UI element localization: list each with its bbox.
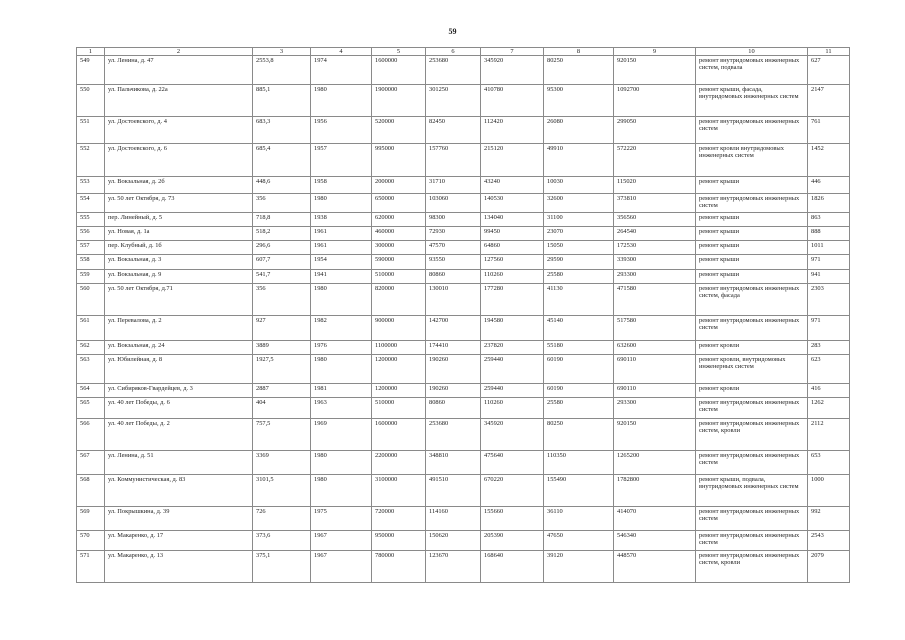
total-cost-cell: 520000 bbox=[372, 117, 426, 144]
repair-type-cell: ремонт кровли bbox=[696, 384, 808, 398]
cost-part-3-cell: 60190 bbox=[544, 384, 614, 398]
total-cost-cell: 510000 bbox=[372, 398, 426, 419]
cost-part-4-cell: 356560 bbox=[614, 213, 696, 227]
cost-part-2-cell: 110260 bbox=[481, 398, 544, 419]
unit-cost-cell: 888 bbox=[808, 227, 850, 241]
cost-part-4-cell: 172530 bbox=[614, 241, 696, 255]
cost-part-3-cell: 55180 bbox=[544, 341, 614, 355]
cost-part-3-cell: 80250 bbox=[544, 56, 614, 85]
cost-part-2-cell: 134040 bbox=[481, 213, 544, 227]
cost-part-3-cell: 60190 bbox=[544, 355, 614, 384]
cost-part-2-cell: 215120 bbox=[481, 144, 544, 177]
row-number-cell: 557 bbox=[77, 241, 105, 255]
table-row bbox=[77, 144, 850, 177]
total-cost-cell: 590000 bbox=[372, 255, 426, 270]
area-cell: 726 bbox=[253, 507, 311, 531]
year-built-cell: 1954 bbox=[311, 255, 372, 270]
repair-type-cell: ремонт внутридомовых инженерных систем, подвала bbox=[696, 56, 808, 85]
total-cost-cell: 510000 bbox=[372, 270, 426, 284]
cost-part-2-cell: 64860 bbox=[481, 241, 544, 255]
year-built-cell: 1980 bbox=[311, 194, 372, 213]
repair-type-cell: ремонт крыши bbox=[696, 177, 808, 194]
area-cell: 296,6 bbox=[253, 241, 311, 255]
year-built-cell: 1980 bbox=[311, 475, 372, 507]
cost-part-3-cell: 25580 bbox=[544, 270, 614, 284]
address-cell: ул. Достоевского, д. 4 bbox=[105, 117, 253, 144]
table-row bbox=[77, 177, 850, 194]
table-row bbox=[77, 355, 850, 384]
repair-type-cell: ремонт крыши bbox=[696, 213, 808, 227]
unit-cost-cell: 863 bbox=[808, 213, 850, 227]
cost-part-2-cell: 127560 bbox=[481, 255, 544, 270]
address-cell: ул. 40 лет Победы, д. 2 bbox=[105, 419, 253, 451]
address-cell: ул. Макаренко, д. 13 bbox=[105, 551, 253, 583]
cost-part-2-cell: 670220 bbox=[481, 475, 544, 507]
unit-cost-cell: 2303 bbox=[808, 284, 850, 316]
repair-type-cell: ремонт внутридомовых инженерных систем bbox=[696, 451, 808, 475]
year-built-cell: 1980 bbox=[311, 451, 372, 475]
cost-part-3-cell: 15050 bbox=[544, 241, 614, 255]
table-row bbox=[77, 475, 850, 507]
cost-part-4-cell: 293300 bbox=[614, 398, 696, 419]
unit-cost-cell: 1452 bbox=[808, 144, 850, 177]
year-built-cell: 1961 bbox=[311, 227, 372, 241]
cost-part-3-cell: 41130 bbox=[544, 284, 614, 316]
housing-repair-table bbox=[76, 47, 850, 583]
column-number-cell: 9 bbox=[614, 48, 696, 56]
unit-cost-cell: 971 bbox=[808, 316, 850, 341]
row-number-cell: 551 bbox=[77, 117, 105, 144]
repair-type-cell: ремонт внутридомовых инженерных систем, фасада bbox=[696, 284, 808, 316]
cost-part-4-cell: 690110 bbox=[614, 384, 696, 398]
area-cell: 356 bbox=[253, 194, 311, 213]
cost-part-2-cell: 345920 bbox=[481, 56, 544, 85]
cost-part-4-cell: 339300 bbox=[614, 255, 696, 270]
cost-part-4-cell: 299050 bbox=[614, 117, 696, 144]
total-cost-cell: 3100000 bbox=[372, 475, 426, 507]
address-cell: ул. Вокзальная, д. 9 bbox=[105, 270, 253, 284]
address-cell: ул. 50 лет Октября, д.71 bbox=[105, 284, 253, 316]
table-row bbox=[77, 341, 850, 355]
total-cost-cell: 1200000 bbox=[372, 355, 426, 384]
cost-part-4-cell: 632600 bbox=[614, 341, 696, 355]
year-built-cell: 1938 bbox=[311, 213, 372, 227]
area-cell: 2887 bbox=[253, 384, 311, 398]
repair-type-cell: ремонт кровли, внутридомовых инженерных систем bbox=[696, 355, 808, 384]
area-cell: 541,7 bbox=[253, 270, 311, 284]
year-built-cell: 1941 bbox=[311, 270, 372, 284]
area-cell: 683,3 bbox=[253, 117, 311, 144]
repair-type-cell: ремонт кровли bbox=[696, 341, 808, 355]
cost-part-2-cell: 112420 bbox=[481, 117, 544, 144]
table-row bbox=[77, 227, 850, 241]
cost-part-1-cell: 150620 bbox=[426, 531, 481, 551]
table-row bbox=[77, 531, 850, 551]
cost-part-4-cell: 373810 bbox=[614, 194, 696, 213]
address-cell: ул. Сибиряков-Гвардейцев, д. 3 bbox=[105, 384, 253, 398]
row-number-cell: 560 bbox=[77, 284, 105, 316]
cost-part-2-cell: 205390 bbox=[481, 531, 544, 551]
cost-part-2-cell: 259440 bbox=[481, 384, 544, 398]
cost-part-3-cell: 32600 bbox=[544, 194, 614, 213]
address-cell: ул. Новая, д. 1а bbox=[105, 227, 253, 241]
repair-type-cell: ремонт внутридомовых инженерных систем bbox=[696, 194, 808, 213]
column-number-cell: 3 bbox=[253, 48, 311, 56]
cost-part-4-cell: 517580 bbox=[614, 316, 696, 341]
area-cell: 373,6 bbox=[253, 531, 311, 551]
area-cell: 3889 bbox=[253, 341, 311, 355]
column-number-cell: 11 bbox=[808, 48, 850, 56]
column-number-cell: 1 bbox=[77, 48, 105, 56]
cost-part-2-cell: 345920 bbox=[481, 419, 544, 451]
row-number-cell: 570 bbox=[77, 531, 105, 551]
total-cost-cell: 1200000 bbox=[372, 384, 426, 398]
address-cell: ул. 40 лет Победы, д. 6 bbox=[105, 398, 253, 419]
cost-part-1-cell: 301250 bbox=[426, 85, 481, 117]
row-number-cell: 566 bbox=[77, 419, 105, 451]
year-built-cell: 1967 bbox=[311, 551, 372, 583]
cost-part-4-cell: 1782800 bbox=[614, 475, 696, 507]
cost-part-3-cell: 155490 bbox=[544, 475, 614, 507]
area-cell: 607,7 bbox=[253, 255, 311, 270]
cost-part-3-cell: 26080 bbox=[544, 117, 614, 144]
cost-part-4-cell: 1265200 bbox=[614, 451, 696, 475]
table-row bbox=[77, 451, 850, 475]
total-cost-cell: 1600000 bbox=[372, 56, 426, 85]
table-row bbox=[77, 419, 850, 451]
cost-part-4-cell: 115020 bbox=[614, 177, 696, 194]
cost-part-3-cell: 31100 bbox=[544, 213, 614, 227]
cost-part-1-cell: 157760 bbox=[426, 144, 481, 177]
address-cell: ул. Пальчикова, д. 22а bbox=[105, 85, 253, 117]
address-cell: ул. Покрышкина, д. 39 bbox=[105, 507, 253, 531]
cost-part-1-cell: 130010 bbox=[426, 284, 481, 316]
table-row bbox=[77, 117, 850, 144]
repair-type-cell: ремонт крыши bbox=[696, 270, 808, 284]
address-cell: ул. Вокзальная, д. 2б bbox=[105, 177, 253, 194]
cost-part-3-cell: 25580 bbox=[544, 398, 614, 419]
table-row bbox=[77, 316, 850, 341]
repair-type-cell: ремонт внутридомовых инженерных систем bbox=[696, 117, 808, 144]
cost-part-3-cell: 23070 bbox=[544, 227, 614, 241]
unit-cost-cell: 2112 bbox=[808, 419, 850, 451]
cost-part-1-cell: 348810 bbox=[426, 451, 481, 475]
total-cost-cell: 820000 bbox=[372, 284, 426, 316]
cost-part-3-cell: 39120 bbox=[544, 551, 614, 583]
address-cell: ул. Перевалова, д. 2 bbox=[105, 316, 253, 341]
row-number-cell: 550 bbox=[77, 85, 105, 117]
table-row bbox=[77, 194, 850, 213]
repair-type-cell: ремонт кровли внутридомовых инженерных систем bbox=[696, 144, 808, 177]
row-number-cell: 567 bbox=[77, 451, 105, 475]
row-number-cell: 571 bbox=[77, 551, 105, 583]
cost-part-1-cell: 31710 bbox=[426, 177, 481, 194]
unit-cost-cell: 416 bbox=[808, 384, 850, 398]
total-cost-cell: 200000 bbox=[372, 177, 426, 194]
cost-part-2-cell: 259440 bbox=[481, 355, 544, 384]
unit-cost-cell: 627 bbox=[808, 56, 850, 85]
table-row bbox=[77, 56, 850, 85]
table-row bbox=[77, 241, 850, 255]
unit-cost-cell: 992 bbox=[808, 507, 850, 531]
address-cell: ул. 50 лет Октября, д. 73 bbox=[105, 194, 253, 213]
year-built-cell: 1958 bbox=[311, 177, 372, 194]
column-number-cell: 6 bbox=[426, 48, 481, 56]
unit-cost-cell: 1011 bbox=[808, 241, 850, 255]
cost-part-3-cell: 47650 bbox=[544, 531, 614, 551]
repair-type-cell: ремонт внутридомовых инженерных систем bbox=[696, 507, 808, 531]
area-cell: 685,4 bbox=[253, 144, 311, 177]
cost-part-1-cell: 174410 bbox=[426, 341, 481, 355]
cost-part-1-cell: 190260 bbox=[426, 384, 481, 398]
area-cell: 518,2 bbox=[253, 227, 311, 241]
cost-part-1-cell: 253680 bbox=[426, 419, 481, 451]
year-built-cell: 1969 bbox=[311, 419, 372, 451]
unit-cost-cell: 2147 bbox=[808, 85, 850, 117]
total-cost-cell: 1600000 bbox=[372, 419, 426, 451]
cost-part-4-cell: 471580 bbox=[614, 284, 696, 316]
row-number-cell: 561 bbox=[77, 316, 105, 341]
cost-part-2-cell: 140530 bbox=[481, 194, 544, 213]
cost-part-2-cell: 237820 bbox=[481, 341, 544, 355]
row-number-cell: 569 bbox=[77, 507, 105, 531]
total-cost-cell: 900000 bbox=[372, 316, 426, 341]
address-cell: пер. Линейный, д. 5 bbox=[105, 213, 253, 227]
area-cell: 927 bbox=[253, 316, 311, 341]
total-cost-cell: 780000 bbox=[372, 551, 426, 583]
total-cost-cell: 650000 bbox=[372, 194, 426, 213]
total-cost-cell: 950000 bbox=[372, 531, 426, 551]
total-cost-cell: 1100000 bbox=[372, 341, 426, 355]
cost-part-4-cell: 293300 bbox=[614, 270, 696, 284]
cost-part-2-cell: 43240 bbox=[481, 177, 544, 194]
total-cost-cell: 720000 bbox=[372, 507, 426, 531]
address-cell: ул. Вокзальная, д. 24 bbox=[105, 341, 253, 355]
total-cost-cell: 300000 bbox=[372, 241, 426, 255]
unit-cost-cell: 623 bbox=[808, 355, 850, 384]
unit-cost-cell: 971 bbox=[808, 255, 850, 270]
repair-type-cell: ремонт внутридомовых инженерных систем, кровли bbox=[696, 551, 808, 583]
cost-part-3-cell: 10030 bbox=[544, 177, 614, 194]
row-number-cell: 553 bbox=[77, 177, 105, 194]
year-built-cell: 1963 bbox=[311, 398, 372, 419]
unit-cost-cell: 653 bbox=[808, 451, 850, 475]
area-cell: 448,6 bbox=[253, 177, 311, 194]
cost-part-1-cell: 72930 bbox=[426, 227, 481, 241]
cost-part-1-cell: 103060 bbox=[426, 194, 481, 213]
cost-part-2-cell: 99450 bbox=[481, 227, 544, 241]
cost-part-1-cell: 80860 bbox=[426, 270, 481, 284]
unit-cost-cell: 1000 bbox=[808, 475, 850, 507]
year-built-cell: 1974 bbox=[311, 56, 372, 85]
cost-part-2-cell: 110260 bbox=[481, 270, 544, 284]
cost-part-4-cell: 264540 bbox=[614, 227, 696, 241]
cost-part-4-cell: 414070 bbox=[614, 507, 696, 531]
unit-cost-cell: 1826 bbox=[808, 194, 850, 213]
cost-part-1-cell: 491510 bbox=[426, 475, 481, 507]
unit-cost-cell: 761 bbox=[808, 117, 850, 144]
cost-part-4-cell: 920150 bbox=[614, 56, 696, 85]
area-cell: 3101,5 bbox=[253, 475, 311, 507]
cost-part-3-cell: 95300 bbox=[544, 85, 614, 117]
row-number-cell: 562 bbox=[77, 341, 105, 355]
row-number-cell: 565 bbox=[77, 398, 105, 419]
address-cell: ул. Ленина, д. 51 bbox=[105, 451, 253, 475]
table-row bbox=[77, 85, 850, 117]
cost-part-1-cell: 114160 bbox=[426, 507, 481, 531]
address-cell: ул. Макаренко, д. 17 bbox=[105, 531, 253, 551]
cost-part-3-cell: 29590 bbox=[544, 255, 614, 270]
cost-part-1-cell: 82450 bbox=[426, 117, 481, 144]
address-cell: ул. Коммунистическая, д. 83 bbox=[105, 475, 253, 507]
area-cell: 375,1 bbox=[253, 551, 311, 583]
table-row bbox=[77, 384, 850, 398]
table-row bbox=[77, 284, 850, 316]
row-number-cell: 558 bbox=[77, 255, 105, 270]
unit-cost-cell: 446 bbox=[808, 177, 850, 194]
total-cost-cell: 1900000 bbox=[372, 85, 426, 117]
year-built-cell: 1981 bbox=[311, 384, 372, 398]
unit-cost-cell: 2079 bbox=[808, 551, 850, 583]
cost-part-2-cell: 168640 bbox=[481, 551, 544, 583]
area-cell: 356 bbox=[253, 284, 311, 316]
year-built-cell: 1961 bbox=[311, 241, 372, 255]
repair-type-cell: ремонт крыши bbox=[696, 227, 808, 241]
row-number-cell: 556 bbox=[77, 227, 105, 241]
cost-part-4-cell: 572220 bbox=[614, 144, 696, 177]
address-cell: пер. Клубный, д. 1б bbox=[105, 241, 253, 255]
year-built-cell: 1956 bbox=[311, 117, 372, 144]
row-number-cell: 555 bbox=[77, 213, 105, 227]
total-cost-cell: 460000 bbox=[372, 227, 426, 241]
year-built-cell: 1982 bbox=[311, 316, 372, 341]
cost-part-2-cell: 155660 bbox=[481, 507, 544, 531]
address-cell: ул. Ленина, д. 47 bbox=[105, 56, 253, 85]
unit-cost-cell: 283 bbox=[808, 341, 850, 355]
total-cost-cell: 995000 bbox=[372, 144, 426, 177]
repair-type-cell: ремонт крыши, фасада, внутридомовых инженерных систем bbox=[696, 85, 808, 117]
table-row bbox=[77, 551, 850, 583]
cost-part-3-cell: 80250 bbox=[544, 419, 614, 451]
column-number-cell: 2 bbox=[105, 48, 253, 56]
repair-type-cell: ремонт внутридомовых инженерных систем bbox=[696, 316, 808, 341]
cost-part-4-cell: 690110 bbox=[614, 355, 696, 384]
table-row bbox=[77, 255, 850, 270]
table-row bbox=[77, 270, 850, 284]
column-number-cell: 4 bbox=[311, 48, 372, 56]
row-number-cell: 549 bbox=[77, 56, 105, 85]
unit-cost-cell: 941 bbox=[808, 270, 850, 284]
cost-part-4-cell: 448570 bbox=[614, 551, 696, 583]
repair-type-cell: ремонт крыши bbox=[696, 255, 808, 270]
repair-type-cell: ремонт крыши, подвала, внутридомовых инженерных систем bbox=[696, 475, 808, 507]
year-built-cell: 1957 bbox=[311, 144, 372, 177]
row-number-cell: 552 bbox=[77, 144, 105, 177]
unit-cost-cell: 2543 bbox=[808, 531, 850, 551]
cost-part-1-cell: 253680 bbox=[426, 56, 481, 85]
total-cost-cell: 2200000 bbox=[372, 451, 426, 475]
address-cell: ул. Достоевского, д. 6 bbox=[105, 144, 253, 177]
column-number-row bbox=[77, 48, 850, 56]
cost-part-4-cell: 1092700 bbox=[614, 85, 696, 117]
cost-part-2-cell: 177280 bbox=[481, 284, 544, 316]
row-number-cell: 564 bbox=[77, 384, 105, 398]
cost-part-1-cell: 190260 bbox=[426, 355, 481, 384]
unit-cost-cell: 1262 bbox=[808, 398, 850, 419]
cost-part-3-cell: 36110 bbox=[544, 507, 614, 531]
area-cell: 2553,8 bbox=[253, 56, 311, 85]
year-built-cell: 1967 bbox=[311, 531, 372, 551]
row-number-cell: 559 bbox=[77, 270, 105, 284]
cost-part-1-cell: 142700 bbox=[426, 316, 481, 341]
table-row bbox=[77, 507, 850, 531]
repair-type-cell: ремонт внутридомовых инженерных систем bbox=[696, 398, 808, 419]
area-cell: 3369 bbox=[253, 451, 311, 475]
table-row bbox=[77, 398, 850, 419]
cost-part-1-cell: 80860 bbox=[426, 398, 481, 419]
year-built-cell: 1980 bbox=[311, 284, 372, 316]
cost-part-2-cell: 410780 bbox=[481, 85, 544, 117]
cost-part-3-cell: 45140 bbox=[544, 316, 614, 341]
cost-part-2-cell: 475640 bbox=[481, 451, 544, 475]
cost-part-3-cell: 110350 bbox=[544, 451, 614, 475]
year-built-cell: 1980 bbox=[311, 355, 372, 384]
area-cell: 757,5 bbox=[253, 419, 311, 451]
page-number: 59 bbox=[448, 27, 457, 36]
area-cell: 1927,5 bbox=[253, 355, 311, 384]
repair-type-cell: ремонт крыши bbox=[696, 241, 808, 255]
total-cost-cell: 620000 bbox=[372, 213, 426, 227]
row-number-cell: 563 bbox=[77, 355, 105, 384]
cost-part-4-cell: 920150 bbox=[614, 419, 696, 451]
row-number-cell: 554 bbox=[77, 194, 105, 213]
area-cell: 718,8 bbox=[253, 213, 311, 227]
cost-part-2-cell: 194580 bbox=[481, 316, 544, 341]
cost-part-1-cell: 47570 bbox=[426, 241, 481, 255]
cost-part-1-cell: 93550 bbox=[426, 255, 481, 270]
column-number-cell: 8 bbox=[544, 48, 614, 56]
cost-part-1-cell: 98300 bbox=[426, 213, 481, 227]
year-built-cell: 1976 bbox=[311, 341, 372, 355]
column-number-cell: 7 bbox=[481, 48, 544, 56]
repair-type-cell: ремонт внутридомовых инженерных систем, кровли bbox=[696, 419, 808, 451]
address-cell: ул. Юбилейная, д. 8 bbox=[105, 355, 253, 384]
row-number-cell: 568 bbox=[77, 475, 105, 507]
column-number-cell: 5 bbox=[372, 48, 426, 56]
area-cell: 885,1 bbox=[253, 85, 311, 117]
column-number-cell: 10 bbox=[696, 48, 808, 56]
year-built-cell: 1980 bbox=[311, 85, 372, 117]
area-cell: 404 bbox=[253, 398, 311, 419]
cost-part-1-cell: 123670 bbox=[426, 551, 481, 583]
address-cell: ул. Вокзальная, д. 3 bbox=[105, 255, 253, 270]
year-built-cell: 1975 bbox=[311, 507, 372, 531]
table-row bbox=[77, 213, 850, 227]
cost-part-3-cell: 49910 bbox=[544, 144, 614, 177]
repair-type-cell: ремонт внутридомовых инженерных систем bbox=[696, 531, 808, 551]
cost-part-4-cell: 546340 bbox=[614, 531, 696, 551]
